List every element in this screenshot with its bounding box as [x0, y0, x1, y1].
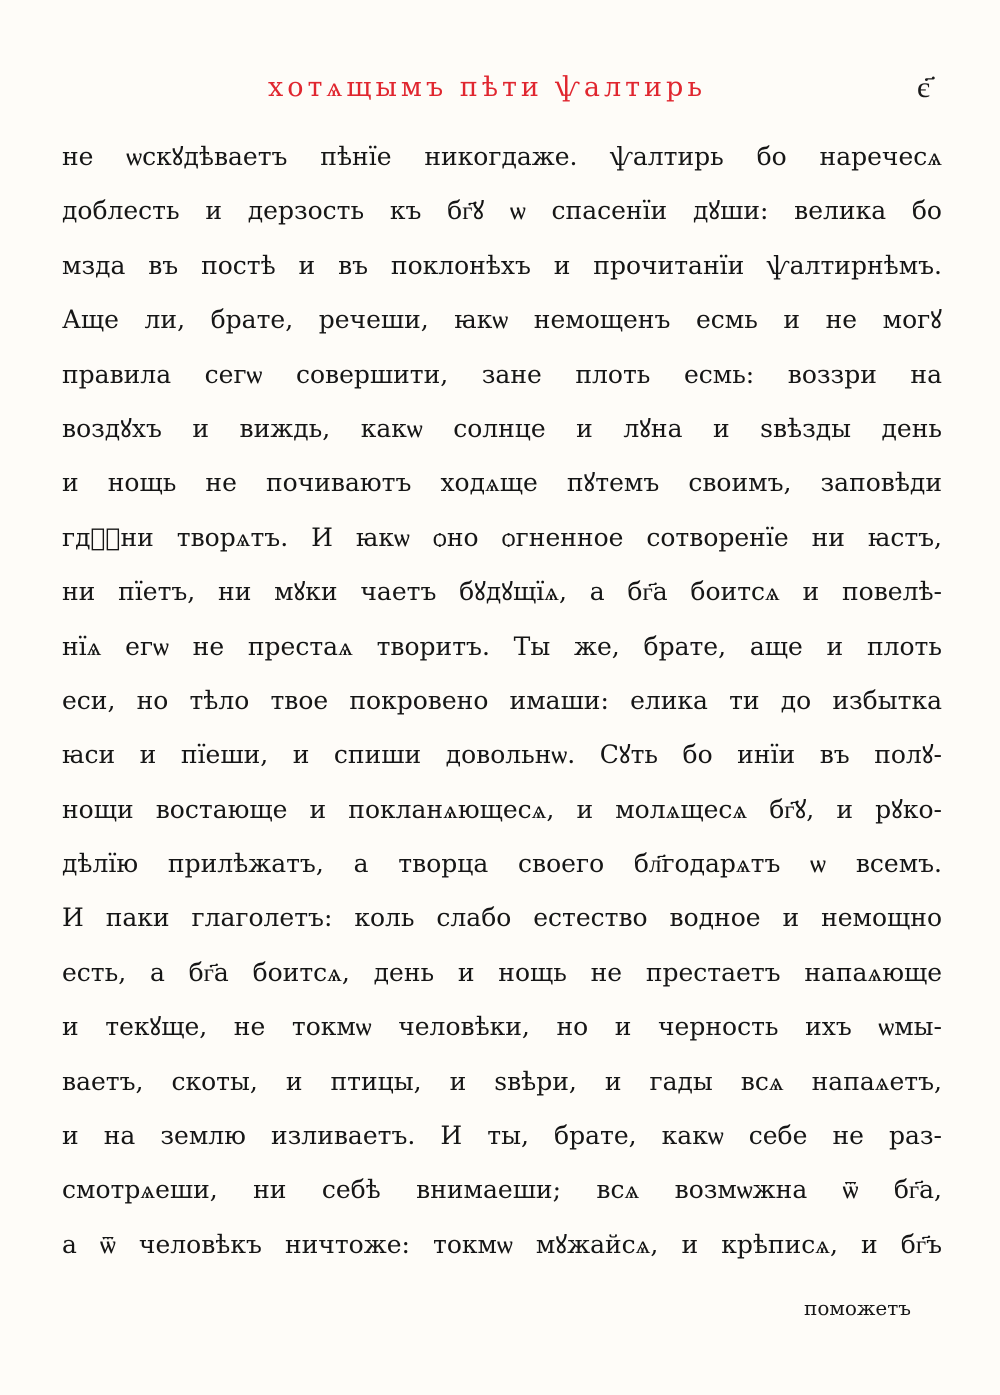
text-line: гдⷭ҇ни творѧтъ. И ꙗкѡ ѻно ѻгненное сотворенїе ни ꙗстъ, — [62, 522, 942, 552]
text-line: мзда въ постѣ и въ поклонѣхъ и прочитанїи ѱалтирнѣмъ. — [62, 250, 942, 280]
text-line: доблесть и дерзость къ бг҃ꙋ ѡ спасенїи дꙋши: велика бо — [62, 196, 942, 226]
running-head — [0, 72, 1000, 112]
text-line: И паки глаголетъ: коль слабо естество водное и немощно — [62, 903, 942, 933]
text-line: не ѡскꙋдѣваетъ пѣнїе никогдаже. ѱалтирь бо наречесѧ — [62, 142, 942, 171]
text-line: нощи востающе и покланѧющесѧ, и молѧщесѧ бг҃ꙋ, и рꙋко- — [62, 794, 942, 824]
text-line: и текꙋще, не токмѡ человѣки, но и черность ихъ ѡмы- — [62, 1012, 942, 1042]
text-line: ваетъ, скоты, и птицы, и ѕвѣри, и гады всѧ напаѧетъ, — [62, 1066, 942, 1096]
page-number: є҃ — [917, 70, 930, 105]
text-line: Аще ли, брате, речеши, ꙗкѡ немощенъ есмь и не могꙋ — [62, 305, 942, 335]
catchword: поможетъ — [804, 1296, 911, 1320]
text-line: еси, но тѣло твое покровено имаши: елика ти до избытка — [62, 685, 942, 715]
text-line: правила сегѡ совершити, зане плоть есмь: воззри на — [62, 359, 942, 389]
text-line: нїѧ егѡ не престаѧ творитъ. Ты же, брате, аще и плоть — [62, 631, 942, 661]
text-line: ꙗси и пїеши, и спиши довольнѡ. Сꙋть бо инїи въ полꙋ- — [62, 740, 942, 770]
text-line: воздꙋхъ и виждь, какѡ солнце и лꙋна и ѕвѣзды день — [62, 413, 942, 443]
running-head-title: хотѧщымъ пѣти ѱалтирь — [268, 72, 707, 103]
text-line: ни пїетъ, ни мꙋки чаетъ бꙋдꙋщїѧ, а бг҃а боитсѧ и повелѣ- — [62, 577, 942, 607]
text-line: а ѿ человѣкъ ничтоже: токмѡ мꙋжайсѧ, и крѣписѧ, и бг҃ъ — [62, 1229, 942, 1259]
text-line: смотрѧеши, ни себѣ внимаеши; всѧ возмѡжна ѿ бг҃а, — [62, 1175, 942, 1205]
text-line: дѣлїю прилѣжатъ, а творца своего бл҃годарѧтъ ѡ всемъ. — [62, 849, 942, 879]
text-line: и нощь не почиваютъ ходѧще пꙋтемъ своимъ, заповѣди — [62, 468, 942, 498]
body-text — [62, 130, 942, 1272]
text-line: и на землю изливаетъ. И ты, брате, какѡ себе не раз- — [62, 1121, 942, 1151]
text-line: есть, а бг҃а боитсѧ, день и нощь не престаетъ напаѧюще — [62, 957, 942, 987]
